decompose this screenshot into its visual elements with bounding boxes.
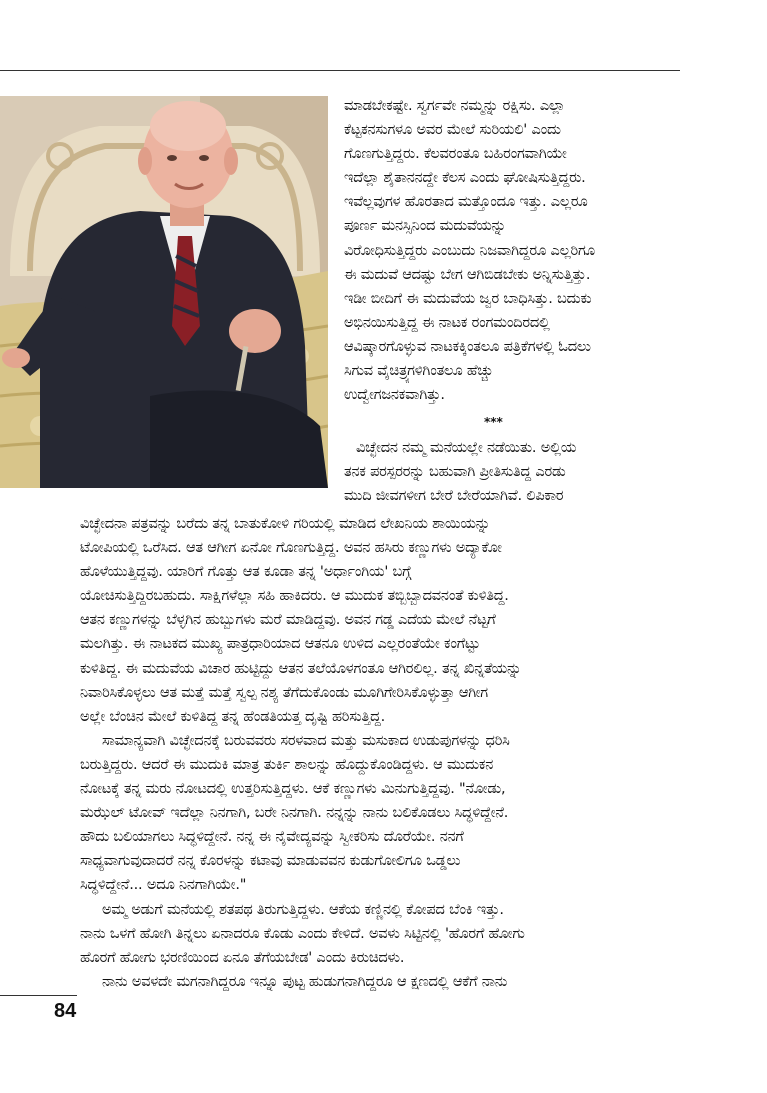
text-line: ಇದೆಲ್ಲಾ ಶೈತಾನನದ್ದೇ ಕೆಲಸ ಎಂದು ಘೋಷಿಸುತ್ತಿದ್ದರು. <box>344 170 586 187</box>
text-line: ಗೊಣಗುತ್ತಿದ್ದರು. ಕೆಲವರಂತೂ ಬಹಿರಂಗವಾಗಿಯೇ <box>344 146 567 163</box>
text-line: ಅಲ್ಲೇ ಬೆಂಚಿನ ಮೇಲೆ ಕುಳಿತಿದ್ದ ತನ್ನ ಹೆಂಡತಿಯತ್ತ ದೃಷ್ಟಿ ಹರಿಸುತ್ತಿದ್ದ. <box>80 708 385 725</box>
text-line: ಮಝೆಲ್ ಟೋವ್ ಇದೆಲ್ಲಾ ನಿನಗಾಗಿ, ಬರೇ ನಿನಗಾಗಿ. ನನ್ನನ್ನು ನಾನು ಬಲಿಕೊಡಲು ಸಿದ್ಧಳಿದ್ದೇನೆ. <box>80 805 509 822</box>
text-line: ನಾನು ಒಳಗೆ ಹೋಗಿ ತಿನ್ನಲು ಏನಾದರೂ ಕೊಡು ಎಂದು ಕೇಳಿದೆ. ಅವಳು ಸಿಟ್ಟಿನಲ್ಲಿ 'ಹೊರಗೆ ಹೋಗು <box>80 925 525 942</box>
text-line: ಸಾಧ್ಯವಾಗುವುದಾದರೆ ನನ್ನ ಕೊರಳನ್ನು ಕಟಾವು ಮಾಡುವವನ ಕುಡುಗೋಲಿಗೂ ಒಡ್ಡಲು <box>80 853 461 870</box>
text-line: ವಿಚ್ಛೇದನಾ ಪತ್ರವನ್ನು ಬರೆದು ತನ್ನ ಬಾತುಕೋಳಿ ಗರಿಯಲ್ಲಿ ಮಾಡಿದ ಲೇಖನಿಯ ಶಾಯಿಯನ್ನು <box>80 516 491 532</box>
text-line: ನಿವಾರಿಸಿಕೊಳ್ಳಲು ಆತ ಮತ್ತೆ ಮತ್ತೆ ಸ್ವಲ್ಪ ನಶ್ಯ ತೆಗೆದುಕೊಂಡು ಮೂಗಿಗೇರಿಸಿಕೊಳ್ಳುತ್ತಾ ಆಗೀಗ <box>80 684 488 701</box>
text-line: ಟೋಪಿಯಲ್ಲಿ ಒರೆಸಿದ. ಆತ ಆಗೀಗ ಏನೋ ಗೊಣಗುತ್ತಿದ್ದ. ಅವನ ಹಸಿರು ಕಣ್ಣುಗಳು ಅದ್ಯಾಕೋ <box>80 540 502 557</box>
top-rule <box>0 70 680 71</box>
text-line: ಸಿದ್ಧಳಿದ್ದೇನೆ... ಅದೂ ನಿನಗಾಗಿಯೇ." <box>80 877 247 894</box>
text-line: ಉದ್ವೇಗಜನಕವಾಗಿತ್ತು. <box>344 387 445 404</box>
text-line: ವಿಚ್ಛೇದನ ನಮ್ಮ ಮನೆಯಲ್ಲೇ ನಡೆಯಿತು. ಅಲ್ಲಿಯ <box>356 440 577 456</box>
text-line: ಇವೆಲ್ಲವುಗಳ ಹೊರತಾದ ಮತ್ತೊಂದೂ ಇತ್ತು. ಎಲ್ಲರೂ <box>344 194 588 211</box>
text-line: ಅಭಿನಯಿಸುತ್ತಿದ್ದ ಈ ನಾಟಕ ರಂಗಮಂದಿರದಲ್ಲಿ <box>344 314 550 331</box>
text-line: ಆತನ ಕಣ್ಣುಗಳನ್ನು ಬೆಳ್ಳಗಿನ ಹುಬ್ಬುಗಳು ಮರೆ ಮಾಡಿದ್ದವು. ಅವನ ಗಡ್ಡ ಎದೆಯ ಮೇಲೆ ನೆಟ್ಟಗೆ <box>80 612 496 629</box>
text-line: ಹೊಳೆಯುತ್ತಿದ್ದವು. ಯಾರಿಗೆ ಗೊತ್ತು ಆತ ಕೂಡಾ ತನ್ನ 'ಅರ್ಧಾಂಗಿಯ' ಬಗ್ಗೆ <box>80 564 412 581</box>
text-line: ನೋಟಕ್ಕೆ ತನ್ನ ಮರು ನೋಟದಲ್ಲಿ ಉತ್ತರಿಸುತ್ತಿದ್ದಳು. ಆಕೆ ಕಣ್ಣುಗಳು ಮಿನುಗುತ್ತಿದ್ದವು. "ನೋಡು, <box>80 781 506 798</box>
paragraph-start: ಸಾಮಾನ್ಯವಾಗಿ ವಿಚ್ಛೇದನಕ್ಕೆ ಬರುವವರು ಸರಳವಾದ ಮತ್ತು ಮಸುಕಾದ ಉಡುಪುಗಳನ್ನು ಧರಿಸಿ <box>102 732 510 749</box>
page-number: 84 <box>54 1000 77 1022</box>
text-line: ಕೆಟ್ಟಕನಸುಗಳೂ ಅವರ ಮೇಲೆ ಸುರಿಯಲಿ' ಎಂದು <box>344 122 561 139</box>
text-line: ಮಾಡಬೇಕಷ್ಟೇ. ಸ್ವರ್ಗವೇ ನಮ್ಮನ್ನು ರಕ್ಷಿಸು. ಎಲ್ಲಾ <box>344 98 565 114</box>
text-line: ಆವಿಷ್ಕಾರಗೊಳ್ಳುವ ನಾಟಕಕ್ಕಿಂತಲೂ ಪತ್ರಿಕೆಗಳಲ್ಲಿ ಓದಲು <box>344 338 591 355</box>
text-line: ತನಕ ಪರಸ್ಪರರನ್ನು ಬಹುವಾಗಿ ಪ್ರೀತಿಸುತಿದ್ದ ಎರಡು <box>344 464 566 481</box>
text-line: ಹೊರಗೆ ಹೋಗು ಭರಣಿಯಿಂದ ಏನೂ ತೆಗೆಯಬೇಡ' ಎಂದು ಕಿರುಚಿದಳು. <box>80 949 405 966</box>
text-line: ಹೌದು ಬಲಿಯಾಗಲು ಸಿದ್ಧಳಿದ್ದೇನೆ. ನನ್ನ ಈ ನೈವೇದ್ಯವನ್ನು ಸ್ವೀಕರಿಸು ದೊರೆಯೇ. ನನಗೆ <box>80 829 464 846</box>
text-column-top <box>344 94 684 407</box>
text-body-full-width <box>80 512 680 994</box>
text-column-after-separator <box>344 436 684 508</box>
author-photo <box>0 96 328 488</box>
text-line: ಪೂರ್ಣ ಮನಸ್ಸಿನಿಂದ ಮದುವೆಯನ್ನು <box>344 218 506 235</box>
paragraph-start: ನಾನು ಅವಳದೇ ಮಗನಾಗಿದ್ದರೂ ಇನ್ನೂ ಪುಟ್ಟ ಹುಡುಗನಾಗಿದ್ದರೂ ಆ ಕ್ಷಣದಲ್ಲಿ ಆಕೆಗೆ ನಾನು <box>102 973 508 990</box>
paragraph-start: ಅಮ್ಮ ಅಡುಗೆ ಮನೆಯಲ್ಲಿ ಶತಪಥ ತಿರುಗುತ್ತಿದ್ದಳು. ಆಕೆಯ ಕಣ್ಣಿನಲ್ಲಿ ಕೋಪದ ಬೆಂಕಿ ಇತ್ತು. <box>102 901 504 918</box>
text-line: ಕುಳಿತಿದ್ದ. ಈ ಮದುವೆಯ ವಿಚಾರ ಹುಟ್ಟಿದ್ದು ಆತನ ತಲೆಯೊಳಗಂತೂ ಆಗಿರಲಿಲ್ಲ. ತನ್ನ ಖಿನ್ನತೆಯನ್ನು <box>80 660 522 677</box>
text-line: ಇಡೀ ಬೀದಿಗೆ ಈ ಮದುವೆಯ ಜ್ವರ ಬಾಧಿಸಿತ್ತು. ಬದುಕು <box>344 290 592 307</box>
text-line: ಮಲಗಿತ್ತು. ಈ ನಾಟಕದ ಮುಖ್ಯ ಪಾತ್ರಧಾರಿಯಾದ ಆತನೂ ಉಳಿದ ಎಲ್ಲರಂತೆಯೇ ಕಂಗೆಟ್ಟು <box>80 636 480 653</box>
text-line: ಬರುತ್ತಿದ್ದರು. ಆದರೆ ಈ ಮುದುಕಿ ಮಾತ್ರ ತುರ್ಕಿ ಶಾಲನ್ನು ಹೊದ್ದುಕೊಂಡಿದ್ದಳು. ಆ ಮುದುಕನ <box>80 756 494 773</box>
text-line: ಈ ಮದುವೆ ಆದಷ್ಟು ಬೇಗ ಆಗಿಬಿಡಬೇಕು ಅನ್ನಿಸುತ್ತಿತ್ತು. <box>344 266 591 283</box>
section-separator: *** <box>484 415 503 429</box>
footer-rule <box>0 995 77 996</box>
text-line: ಸಿಗುವ ವೈಚಿತ್ರ್ಯಗಳಿಗಿಂತಲೂ ಹೆಚ್ಚು <box>344 363 494 380</box>
text-line: ವಿರೋಧಿಸುತ್ತಿದ್ದರು ಎಂಬುದು ನಿಜವಾಗಿದ್ದರೂ ಎಲ್ಲರಿಗೂ <box>344 242 595 259</box>
text-line: ಮುದಿ ಜೀವಗಳೀಗ ಬೇರೆ ಬೇರೆಯಾಗಿವೆ. ಲಿಪಿಕಾರ <box>344 488 564 505</box>
text-line: ಯೋಚಿಸುತ್ತಿದ್ದಿರಬಹುದು. ಸಾಕ್ಷಿಗಳೆಲ್ಲಾ ಸಹಿ ಹಾಕಿದರು. ಆ ಮುದುಕ ತಬ್ಬಿಬ್ಬಾದವನಂತೆ ಕುಳಿತಿದ್ದ. <box>80 588 509 605</box>
